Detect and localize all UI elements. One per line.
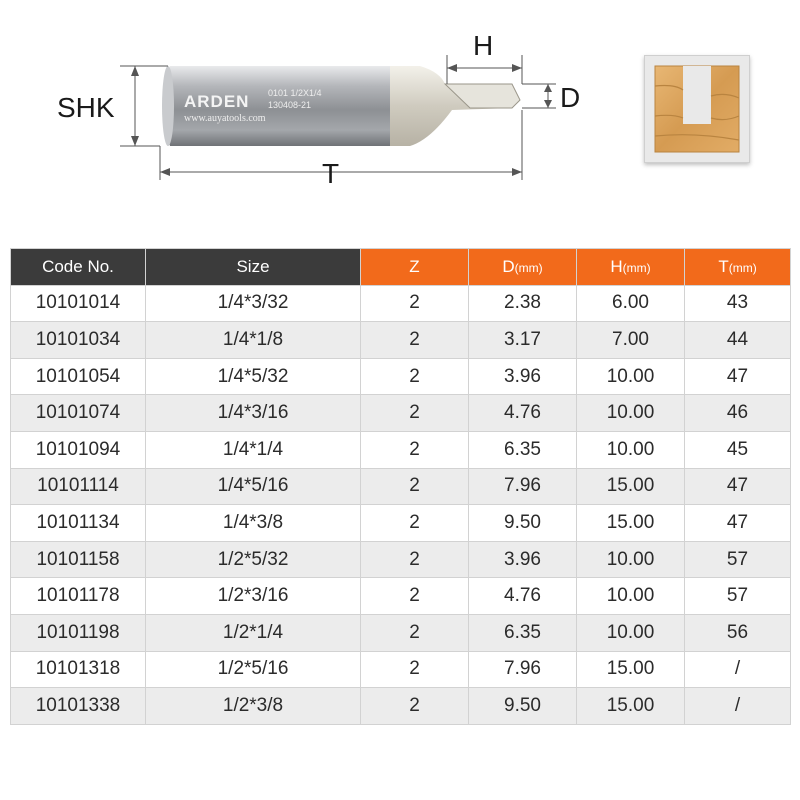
- cell-z: 2: [361, 505, 469, 542]
- cell-t: 57: [685, 541, 791, 578]
- cell-size: 1/4*3/8: [146, 505, 361, 542]
- cell-code-no: 10101134: [11, 505, 146, 542]
- cell-size: 1/2*3/8: [146, 688, 361, 725]
- table-row: [11, 651, 791, 688]
- cell-code-no: 10101198: [11, 614, 146, 651]
- bit-brand-logo: ARDEN: [184, 92, 250, 111]
- cell-code-no: 10101034: [11, 322, 146, 359]
- cell-d: 6.35: [469, 431, 577, 468]
- table-row: [11, 395, 791, 432]
- cell-d: 7.96: [469, 468, 577, 505]
- cell-code-no: 10101114: [11, 468, 146, 505]
- cell-z: 2: [361, 322, 469, 359]
- table-header-row: [11, 249, 791, 286]
- header-t: T(mm): [685, 249, 791, 286]
- cell-code-no: 10101054: [11, 358, 146, 395]
- cell-d: 4.76: [469, 578, 577, 615]
- cell-h: 10.00: [577, 431, 685, 468]
- table-row: [11, 431, 791, 468]
- cell-z: 2: [361, 395, 469, 432]
- cell-d: 4.76: [469, 395, 577, 432]
- header-d: D(mm): [469, 249, 577, 286]
- cell-d: 2.38: [469, 285, 577, 322]
- table-row: [11, 468, 791, 505]
- table-row: [11, 578, 791, 615]
- table-row: [11, 688, 791, 725]
- header-size: Size: [146, 249, 361, 286]
- table-row: [11, 285, 791, 322]
- cell-t: 45: [685, 431, 791, 468]
- cell-size: 1/2*3/16: [146, 578, 361, 615]
- cell-z: 2: [361, 688, 469, 725]
- cell-size: 1/4*5/16: [146, 468, 361, 505]
- cell-t: 47: [685, 468, 791, 505]
- cell-h: 15.00: [577, 505, 685, 542]
- cell-z: 2: [361, 614, 469, 651]
- d-dimension-label: D: [560, 82, 581, 113]
- cell-t: 57: [685, 578, 791, 615]
- cell-d: 6.35: [469, 614, 577, 651]
- cell-h: 6.00: [577, 285, 685, 322]
- cell-d: 9.50: [469, 505, 577, 542]
- table-row: [11, 358, 791, 395]
- bit-website: www.auyatools.com: [184, 113, 266, 124]
- shank-end: [162, 66, 174, 146]
- cell-code-no: 10101014: [11, 285, 146, 322]
- cell-code-no: 10101338: [11, 688, 146, 725]
- cell-t: 47: [685, 505, 791, 542]
- cell-z: 2: [361, 651, 469, 688]
- cell-h: 10.00: [577, 358, 685, 395]
- table-row: [11, 541, 791, 578]
- table-row: [11, 614, 791, 651]
- cell-h: 10.00: [577, 614, 685, 651]
- product-diagram: [0, 0, 800, 240]
- cell-h: 7.00: [577, 322, 685, 359]
- t-dimension-label: T: [322, 158, 340, 189]
- cell-code-no: 10101318: [11, 651, 146, 688]
- cell-t: 56: [685, 614, 791, 651]
- cell-t: 47: [685, 358, 791, 395]
- cell-size: 1/2*5/32: [146, 541, 361, 578]
- cell-t: 44: [685, 322, 791, 359]
- cell-z: 2: [361, 578, 469, 615]
- cell-d: 3.96: [469, 541, 577, 578]
- cell-t: /: [685, 688, 791, 725]
- table-row: [11, 505, 791, 542]
- specification-table: [10, 248, 791, 725]
- cell-z: 2: [361, 431, 469, 468]
- cell-z: 2: [361, 541, 469, 578]
- cell-z: 2: [361, 285, 469, 322]
- cell-z: 2: [361, 358, 469, 395]
- cell-d: 3.96: [469, 358, 577, 395]
- cell-h: 10.00: [577, 395, 685, 432]
- cell-h: 10.00: [577, 578, 685, 615]
- bit-serial: 130408-21: [268, 100, 312, 110]
- cell-code-no: 10101178: [11, 578, 146, 615]
- cell-d: 9.50: [469, 688, 577, 725]
- cell-h: 15.00: [577, 651, 685, 688]
- cell-size: 1/2*5/16: [146, 651, 361, 688]
- wood-groove-icon: [645, 56, 749, 162]
- cell-h: 15.00: [577, 688, 685, 725]
- h-dimension-label: H: [473, 30, 494, 61]
- cell-size: 1/4*5/32: [146, 358, 361, 395]
- cell-size: 1/2*1/4: [146, 614, 361, 651]
- cell-t: /: [685, 651, 791, 688]
- cell-size: 1/4*1/4: [146, 431, 361, 468]
- cell-h: 15.00: [577, 468, 685, 505]
- cell-d: 7.96: [469, 651, 577, 688]
- cell-size: 1/4*1/8: [146, 322, 361, 359]
- cell-code-no: 10101074: [11, 395, 146, 432]
- cell-t: 43: [685, 285, 791, 322]
- cell-t: 46: [685, 395, 791, 432]
- cell-size: 1/4*3/16: [146, 395, 361, 432]
- header-z: Z: [361, 249, 469, 286]
- header-code-no: Code No.: [11, 249, 146, 286]
- shk-dimension-label: SHK: [57, 92, 115, 123]
- cell-d: 3.17: [469, 322, 577, 359]
- cell-code-no: 10101094: [11, 431, 146, 468]
- cell-code-no: 10101158: [11, 541, 146, 578]
- cell-h: 10.00: [577, 541, 685, 578]
- bit-marking: 0101 1/2X1/4: [268, 88, 322, 98]
- table-row: [11, 322, 791, 359]
- groove-profile-swatch: [644, 55, 750, 163]
- cell-size: 1/4*3/32: [146, 285, 361, 322]
- header-h: H(mm): [577, 249, 685, 286]
- cell-z: 2: [361, 468, 469, 505]
